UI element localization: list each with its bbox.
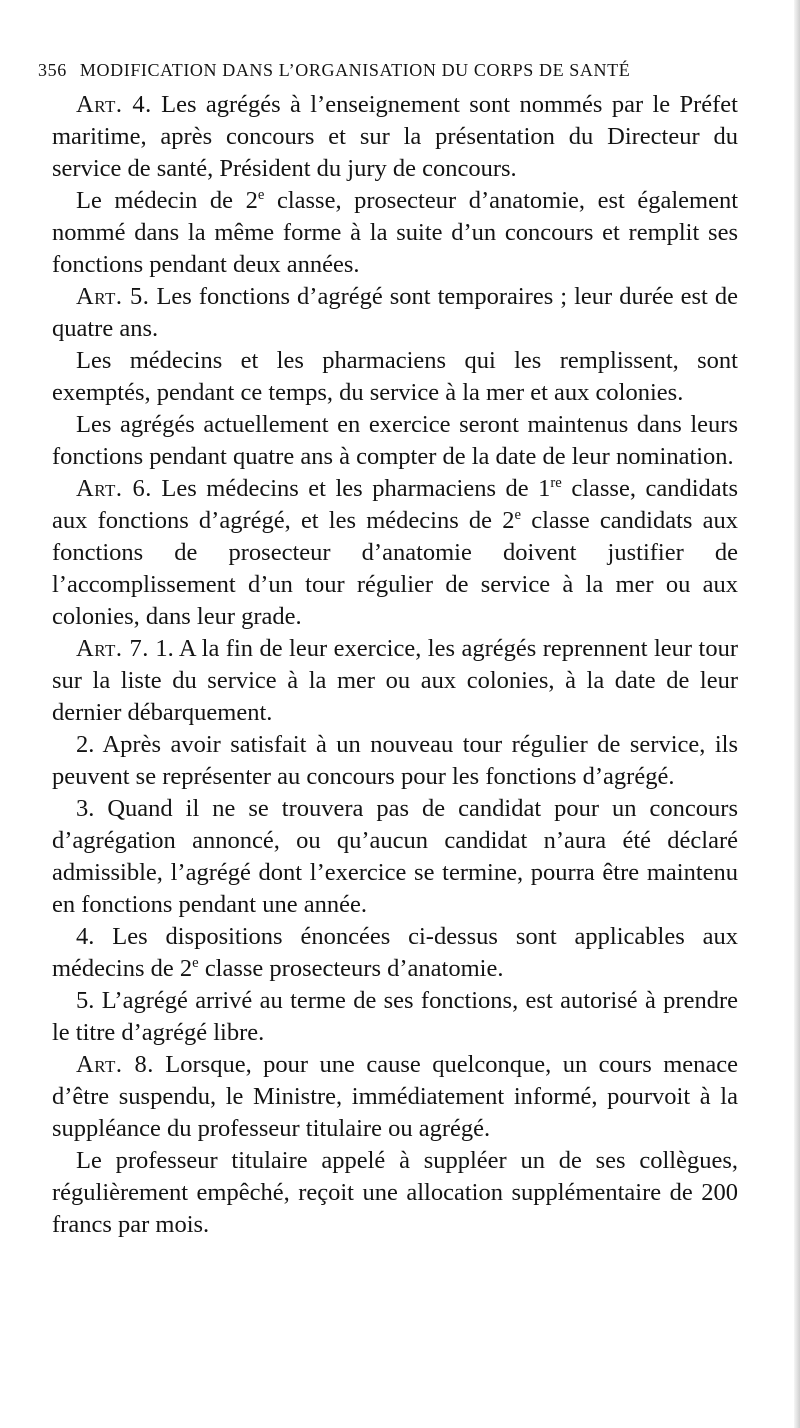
article-label: Art. 6. bbox=[76, 475, 152, 502]
article-label: Art. 4. bbox=[76, 91, 152, 118]
paragraph-text: classe, candidats aux fonctions d’agrégé, et les médecins de 2 bbox=[52, 475, 738, 534]
paragraph-text: Les agrégés à l’enseignement sont nommés par le Préfet maritime, après concours et sur la présentation du Directeur du service de santé, Président du jury de concours. bbox=[52, 91, 738, 182]
paragraph-prosecteur bbox=[52, 185, 738, 281]
paragraph-text: 5. L’agrégé arrivé au terme de ses fonctions, est autorisé à prendre le titre d’agrégé libre. bbox=[52, 987, 738, 1046]
paragraph-text: classe, prosecteur d’anatomie, est également nommé dans la même forme à la suite d’un concours et remplit ses fonctions pendant deux années. bbox=[52, 187, 739, 278]
scan-edge bbox=[794, 0, 800, 1428]
paragraph-text: classe prosecteurs d’anatomie. bbox=[198, 955, 504, 982]
paragraph-text: 2. Après avoir satisfait à un nouveau tour régulier de service, ils peuvent se représenter au concours pour les fonctions d’agrégé. bbox=[52, 731, 738, 790]
article-label: Art. 8. bbox=[76, 1051, 154, 1078]
page-number: 356 bbox=[38, 60, 67, 80]
paragraph-item-5 bbox=[52, 985, 738, 1049]
paragraph-art-6 bbox=[52, 473, 738, 633]
superscript: e bbox=[192, 955, 199, 972]
paragraph-text: Le médecin de 2 bbox=[76, 187, 258, 214]
superscript: e bbox=[514, 507, 522, 524]
running-title: MODIFICATION DANS L’ORGANISATION DU CORPS DE SANTÉ bbox=[79, 60, 631, 80]
paragraph-art-5 bbox=[52, 281, 738, 345]
paragraph-text: 3. Quand il ne se trouvera pas de candidat pour un concours d’agrégation annoncé, ou qu’aucun candidat n’aura été déclaré admissible, l’agrégé dont l’exercice se termine, pourra être maintenu en fonctions pendant une année. bbox=[52, 795, 738, 918]
paragraph-text: Les agrégés actuellement en exercice seront maintenus dans leurs fonctions pendant quatre ans à compter de la date de leur nomination. bbox=[52, 411, 738, 470]
paragraph-maintien bbox=[52, 409, 738, 473]
superscript: e bbox=[257, 187, 265, 204]
article-label: Art. 7. bbox=[76, 635, 149, 662]
article-label: Art. 5. bbox=[76, 283, 150, 310]
paragraph-item-4 bbox=[52, 921, 738, 985]
paragraph-item-2 bbox=[52, 729, 738, 793]
paragraph-text: Le professeur titulaire appelé à suppléer un de ses collègues, régulièrement empêché, reçoit une allocation supplémentaire de 200 francs par mois. bbox=[52, 1147, 738, 1238]
paragraph-text: Les médecins et les pharmaciens de 1 bbox=[151, 475, 551, 502]
paragraph-art-7 bbox=[52, 633, 738, 729]
superscript: re bbox=[550, 475, 562, 492]
paragraph-text: 1. A la fin de leur exercice, les agrégés reprennent leur tour sur la liste du service à la mer ou aux colonies, à la date de leur dernier débarquement. bbox=[52, 635, 738, 726]
body-text bbox=[52, 89, 738, 1241]
paragraph-text: Les médecins et les pharmaciens qui les remplissent, sont exemptés, pendant ce temps, du service à la mer et aux colonies. bbox=[52, 347, 738, 406]
paragraph-exemption bbox=[52, 345, 738, 409]
paragraph-art-8 bbox=[52, 1049, 738, 1145]
paragraph-text: classe candidats aux fonctions de prosecteur d’anatomie doivent justifier de l’accomplissement d’un tour régulier de service à la mer ou aux colonies, dans leur grade. bbox=[52, 507, 738, 630]
paragraph-art-4 bbox=[52, 89, 738, 185]
paragraph-text: Lorsque, pour une cause quelconque, un cours menace d’être suspendu, le Ministre, immédiatement informé, pourvoit à la suppléance du professeur titulaire ou agrégé. bbox=[52, 1051, 738, 1142]
paragraph-suppleance bbox=[52, 1145, 738, 1241]
paragraph-item-3 bbox=[52, 793, 738, 921]
paragraph-text: 4. Les dispositions énoncées ci-dessus sont applicables aux médecins de 2 bbox=[52, 923, 738, 982]
running-header bbox=[38, 60, 678, 81]
paragraph-text: Les fonctions d’agrégé sont temporaires ; leur durée est de quatre ans. bbox=[52, 283, 738, 342]
